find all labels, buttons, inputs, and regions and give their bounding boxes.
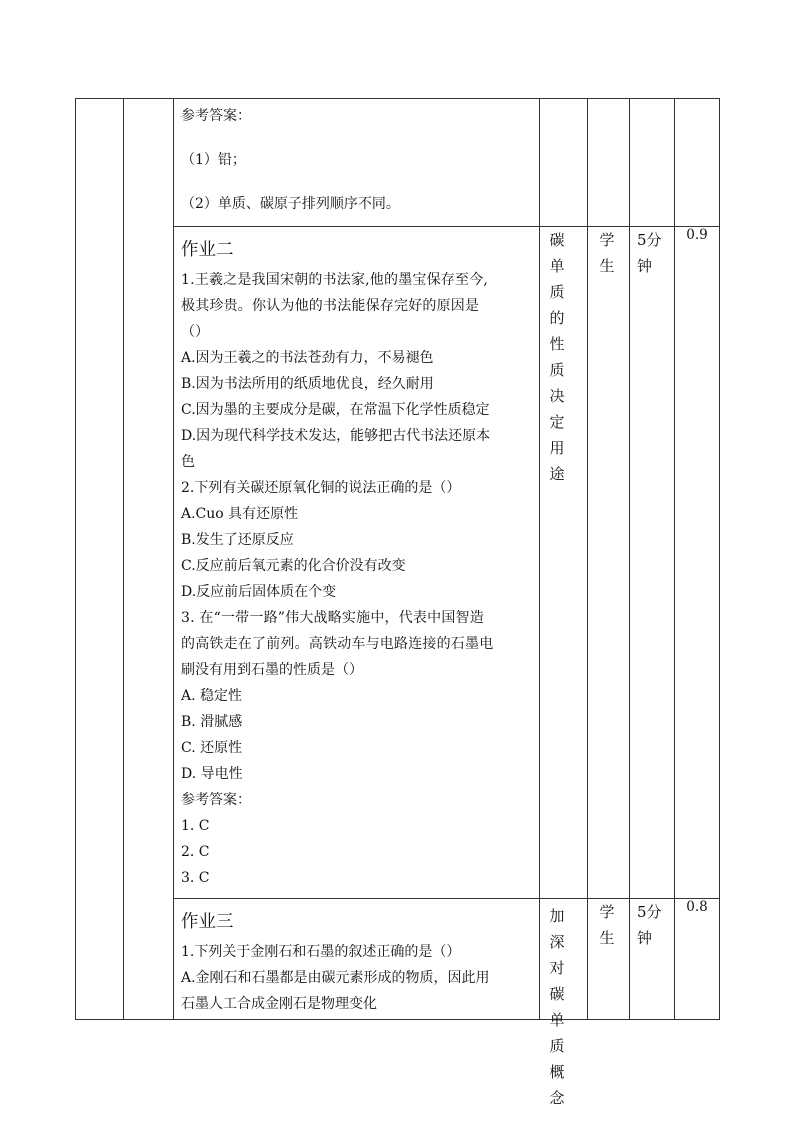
answer-line: 1. C bbox=[181, 818, 210, 834]
time-text: 5分钟 bbox=[637, 903, 662, 947]
option-line: B. 滑腻感 bbox=[181, 714, 243, 730]
option-line: A. 稳定性 bbox=[181, 688, 243, 704]
content-cell bbox=[174, 227, 540, 899]
option-line: C.反应前后氧元素的化合价没有改变 bbox=[181, 558, 406, 574]
empty-cell bbox=[540, 99, 588, 227]
score-value: 0.9 bbox=[686, 227, 708, 243]
question-line: 1.王羲之是我国宋朝的书法家,他的墨宝保存至今, bbox=[181, 272, 489, 288]
option-line: B.发生了还原反应 bbox=[181, 532, 294, 548]
answer-line: 3. C bbox=[181, 870, 210, 886]
option-line: C. 还原性 bbox=[181, 740, 243, 756]
empty-cell bbox=[675, 99, 720, 227]
question-line: 刷没有用到石墨的性质是（） bbox=[181, 662, 363, 678]
content-cell bbox=[174, 899, 540, 1020]
option-line: A.Cuo 具有还原性 bbox=[181, 506, 299, 522]
empty-cell bbox=[630, 99, 675, 227]
empty-cell bbox=[588, 99, 630, 227]
answer-label: 参考答案： bbox=[181, 108, 251, 124]
option-line: C.因为墨的主要成分是碳，在常温下化学性质稳定 bbox=[181, 402, 490, 418]
question-line: 2.下列有关碳还原氧化铜的说法正确的是（） bbox=[181, 480, 461, 496]
option-line: D.反应前后固体质在个变 bbox=[181, 584, 337, 600]
score-cell bbox=[675, 899, 720, 1020]
answer-line: （1）铅； bbox=[181, 152, 246, 168]
content-cell bbox=[174, 99, 540, 227]
option-line: D.因为现代科学技术发达，能够把古代书法还原本 bbox=[181, 428, 491, 444]
answer-label: 参考答案： bbox=[181, 792, 251, 808]
subject-cell bbox=[588, 227, 630, 899]
option-line: A.金刚石和石墨都是由碳元素形成的物质，因此用 bbox=[181, 970, 490, 986]
purpose-text: 加深对碳单质概念 bbox=[549, 907, 565, 1107]
purpose-text: 碳单质的性质决定用途 bbox=[549, 231, 565, 483]
question-line: 1.下列关于金刚石和石墨的叙述正确的是（） bbox=[181, 944, 461, 960]
time-cell bbox=[630, 227, 675, 899]
score-value: 0.8 bbox=[686, 899, 708, 915]
answer-line: （2）单质、碳原子排列顺序不同。 bbox=[181, 196, 400, 212]
answer-line: 2. C bbox=[181, 844, 210, 860]
question-line: 极其珍贵。你认为他的书法能保存完好的原因是 bbox=[181, 298, 480, 314]
table-row bbox=[76, 99, 720, 227]
subject-cell bbox=[588, 899, 630, 1020]
option-line: 色 bbox=[181, 454, 195, 470]
time-text: 5分钟 bbox=[637, 231, 662, 275]
option-line: D. 导电性 bbox=[181, 766, 243, 782]
question-line: 3. 在“一带一路”伟大战略实施中，代表中国智造 bbox=[181, 610, 484, 626]
homework-table bbox=[75, 98, 720, 1107]
subject-text: 学生 bbox=[599, 231, 615, 275]
option-line: B.因为书法所用的纸质地优良，经久耐用 bbox=[181, 376, 434, 392]
question-line: 的高铁走在了前列。高铁动车与电路连接的石墨电 bbox=[181, 636, 494, 652]
purpose-cell bbox=[540, 899, 588, 1107]
section-heading: 作业三 bbox=[181, 912, 234, 932]
question-line: （） bbox=[181, 324, 209, 340]
time-cell bbox=[630, 899, 675, 1020]
empty-cell bbox=[76, 99, 124, 1020]
purpose-cell bbox=[540, 227, 588, 899]
option-line: A.因为王羲之的书法苍劲有力，不易褪色 bbox=[181, 350, 434, 366]
empty-cell bbox=[124, 99, 174, 1020]
score-cell bbox=[675, 227, 720, 899]
option-line: 石墨人工合成金刚石是物理变化 bbox=[181, 996, 377, 1012]
section-heading: 作业二 bbox=[181, 240, 234, 260]
subject-text: 学生 bbox=[599, 903, 615, 947]
